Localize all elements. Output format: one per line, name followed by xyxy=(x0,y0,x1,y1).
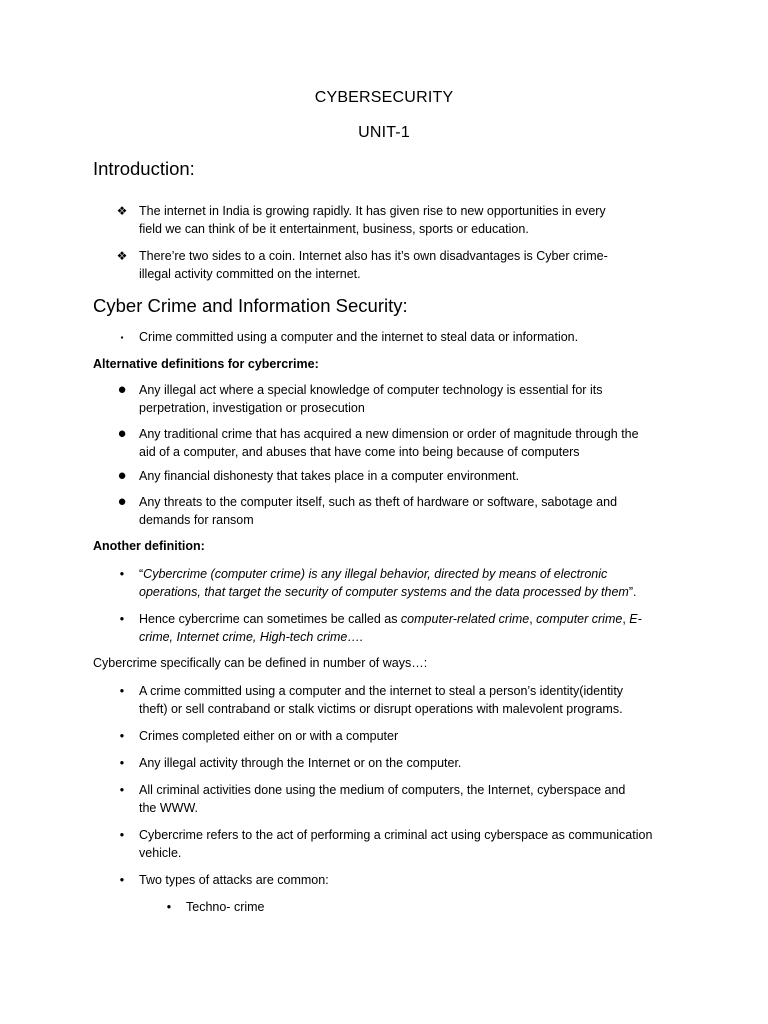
alt-definitions-label: Alternative definitions for cybercrime: xyxy=(93,357,319,371)
square-bullet-icon: ▪ xyxy=(120,333,124,342)
disc-bullet-icon: ● xyxy=(117,381,127,398)
specific-item-2: Crimes completed either on or with a computer xyxy=(139,729,399,743)
specific-item-1-line-2: theft) or sell contraband or stalk victims or disrupt operations with malevolent programs. xyxy=(139,701,623,716)
doc-unit: UNIT-1 xyxy=(358,124,410,141)
intro-item-2-line-1: There’re two sides to a coin. Internet also has it’s own disadvantages is Cyber crime- xyxy=(139,249,608,263)
intro-item-1 xyxy=(139,203,684,238)
specific-item-3: Any illegal activity through the Internet or on the computer. xyxy=(139,756,462,770)
alt-item-4 xyxy=(139,494,684,529)
intro-item-1-line-1: The internet in India is growing rapidly. It has given rise to new opportunities in every xyxy=(139,204,606,218)
intro-item-2-line-2: illegal activity committed on the internet. xyxy=(139,266,361,281)
another-definition-label: Another definition: xyxy=(93,539,205,553)
intro-item-2 xyxy=(139,248,684,283)
alt-item-2 xyxy=(139,426,684,461)
quote-line-1: “Cybercrime (computer crime) is any illegal behavior, directed by means of electronic xyxy=(139,567,608,581)
alt-item-3: Any financial dishonesty that takes place in a computer environment. xyxy=(139,469,520,483)
specific-item-4 xyxy=(139,782,684,817)
dot-bullet-icon: • xyxy=(119,567,125,581)
alt-item-1-line-1: Any illegal act where a special knowledge of computer technology is essential for its xyxy=(139,383,603,397)
alt-item-2-line-2: aid of a computer, and abuses that have come into being because of computers xyxy=(139,444,580,459)
quote-definition xyxy=(139,566,684,601)
diamond-bullet-icon: ❖ xyxy=(116,249,128,263)
alt-item-1-line-2: perpetration, investigation or prosecution xyxy=(139,400,365,415)
quote-line-2: operations, that target the security of computer systems and the data processed by them”. xyxy=(139,584,637,599)
disc-bullet-icon: ● xyxy=(117,425,127,442)
dot-bullet-icon: • xyxy=(119,729,125,743)
cyber-crime-item: Crime committed using a computer and the internet to steal data or information. xyxy=(139,330,579,344)
alt-item-4-line-2: demands for ransom xyxy=(139,512,254,527)
dot-bullet-icon: • xyxy=(119,756,125,770)
specific-item-1-line-1: A crime committed using a computer and the internet to steal a person’s identity(identity xyxy=(139,684,624,698)
specific-item-5-line-1: Cybercrime refers to the act of performing a criminal act using cyberspace as communication xyxy=(139,828,653,842)
diamond-bullet-icon: ❖ xyxy=(116,204,128,218)
disc-bullet-icon: ● xyxy=(117,493,127,510)
specific-item-4-line-1: All criminal activities done using the medium of computers, the Internet, cyberspace and xyxy=(139,783,626,797)
specific-item-5 xyxy=(139,827,684,862)
specific-intro: Cybercrime specifically can be defined in number of ways…: xyxy=(93,656,428,670)
hence-line-2: crime, Internet crime, High-tech crime…. xyxy=(139,629,364,644)
specific-item-1 xyxy=(139,683,684,718)
doc-title: CYBERSECURITY xyxy=(314,89,454,106)
dot-bullet-icon: • xyxy=(119,684,125,698)
alt-item-4-line-1: Any threats to the computer itself, such as theft of hardware or software, sabotage and xyxy=(139,495,618,509)
cyber-crime-heading: Cyber Crime and Information Security: xyxy=(93,295,408,316)
specific-item-5-line-2: vehicle. xyxy=(139,845,182,860)
dot-bullet-icon: • xyxy=(119,828,125,842)
intro-heading: Introduction: xyxy=(93,158,195,179)
specific-subitem: Techno- crime xyxy=(186,900,265,914)
dot-bullet-icon: • xyxy=(119,612,125,626)
specific-item-4-line-2: the WWW. xyxy=(139,800,199,815)
specific-item-6: Two types of attacks are common: xyxy=(139,873,329,887)
hence-line-1: Hence cybercrime can sometimes be called as computer-related crime, computer crime, E- xyxy=(139,612,642,626)
dot-bullet-icon: • xyxy=(166,900,172,914)
intro-item-1-line-2: field we can think of be it entertainment, business, sports or education. xyxy=(139,221,529,236)
disc-bullet-icon: ● xyxy=(117,467,127,484)
alt-item-2-line-1: Any traditional crime that has acquired a new dimension or order of magnitude through the xyxy=(139,427,639,441)
dot-bullet-icon: • xyxy=(119,783,125,797)
hence-item xyxy=(139,611,684,646)
alt-item-1 xyxy=(139,382,684,417)
dot-bullet-icon: • xyxy=(119,873,125,887)
